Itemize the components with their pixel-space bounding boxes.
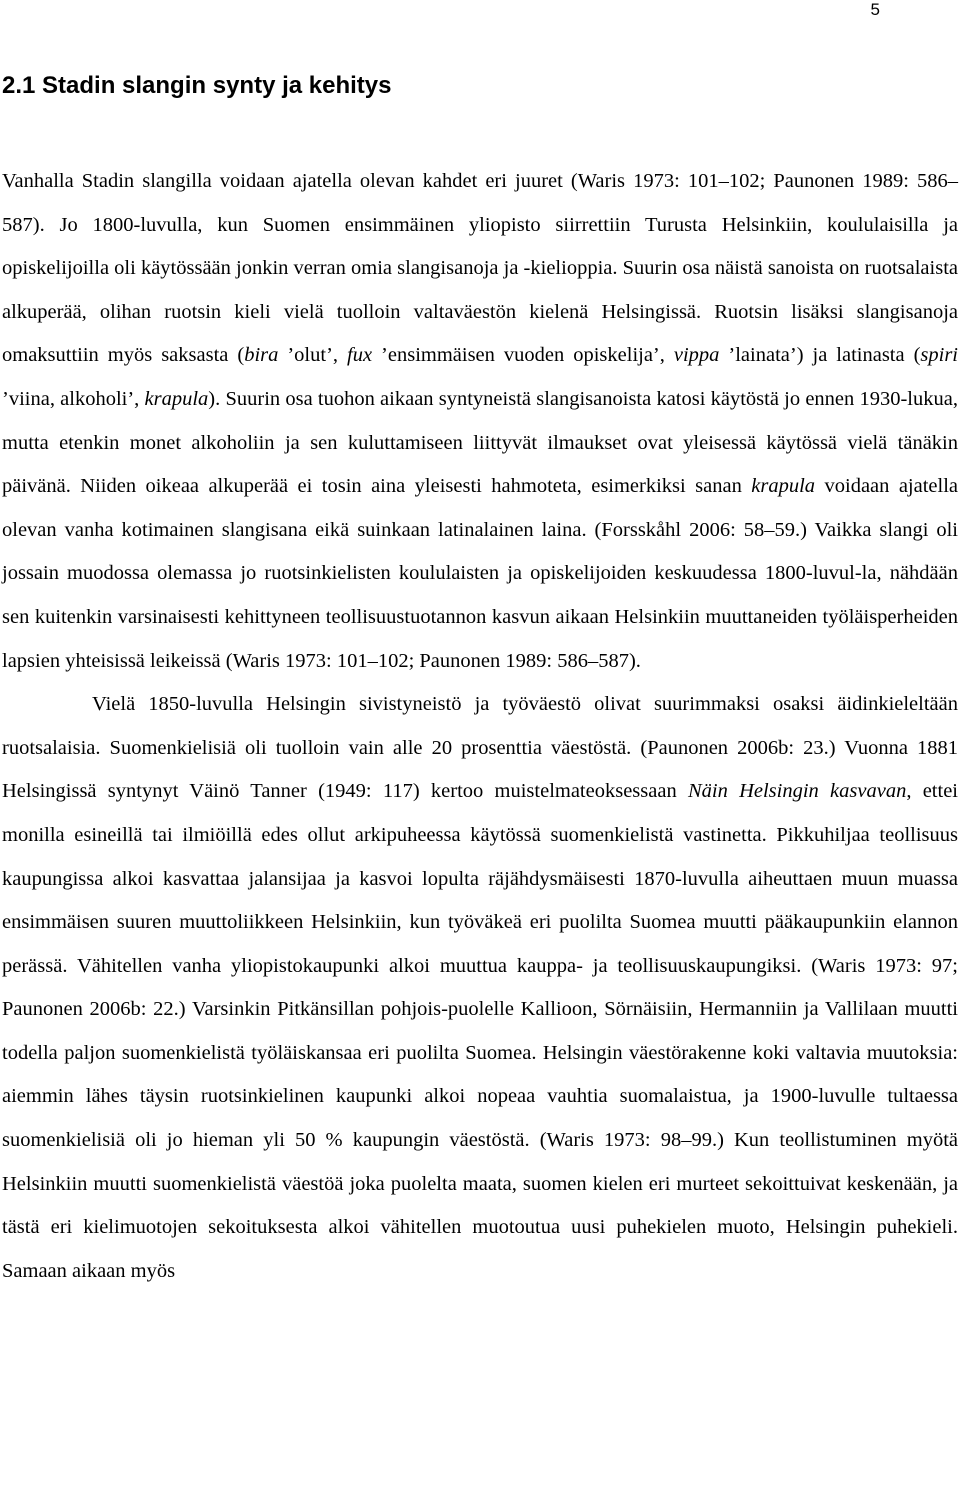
section-heading: 2.1 Stadin slangin synty ja kehitys <box>2 72 392 99</box>
text-run: , ettei monilla esineillä tai ilmiöillä edes ollut arkipuheessa käytössä suomenkielistä vastinetta. Pikkuhiljaa teollisuus kaupungissa alkoi kasvattaa jalansijaa ja kasvoi lopulta räjähdysmäisesti 1870-luvulla aiheuttaen muun muassa ensimmäisen suuren muuttoliikkeen Helsinkiin, kun työväkeä eri puolilta Suomea muutti pääkaupunkiin elannon perässä. Vähitellen vanha yliopistokaupunki alkoi muuttua kauppa- ja teollisuuskaupungiksi. (Waris 1973: 97; Paunonen 2006b: 22.) Varsinkin Pitkänsillan pohjois-puolelle Kallioon, Sörnäisiin, Hermanniin ja Vallilaan muutti todella paljon suomenkielistä työläiskansaa eri puolilta Suomea. Helsingin väestörakenne koki valtavia muutoksia: aiemmin lähes täysin ruotsinkielinen kaupunki alkoi nopeaa vauhtia suomalaistua, ja 1900-luvulle tultaessa suomenkielisiä oli jo hieman yli 50 % kaupungin väestöstä. (Waris 1973: 98–99.) Kun teollistuminen myötä Helsinkiin muutti suomenkielistä väestöä joka puolelta maata, suomen kielen eri murteet sekoittuivat keskenään, ja tästä eri kielimuotojen sekoituksesta alkoi vähitellen muotoutua uusi puhekielen muoto, Helsingin puhekieli. Samaan aikaan myös <box>2 780 958 1282</box>
text-run: ’lainata’) ja latinasta ( <box>719 344 921 367</box>
text-run: ’olut’, <box>278 344 348 367</box>
text-run: voidaan ajatella olevan vanha kotimainen slangisana eikä suinkaan latinalainen laina. (Forsskåhl 2006: 58–59.) Vaikka slangi oli jossain muodossa olemassa jo ruotsinkielisten koululaisten ja opiskelijoiden keskuudessa 1800-luvul-la, nähdään sen kuitenkin varsinaisesti kehittyneen teollisuustuotannon kasvun aikaan Helsinkiin muuttaneiden työläisperheiden lapsien yhteisissä leikeissä (Waris 1973: 101–102; Paunonen 1989: 586–587). <box>2 475 958 672</box>
page-number: 5 <box>870 0 880 19</box>
italic-term: bira <box>244 344 279 367</box>
italic-book-title: Näin Helsingin kasvavan <box>687 780 907 803</box>
text-run: ). Suurin osa tuohon aikaan syntyneistä slangisanoista katosi käytöstä jo ennen 1930-lukua, mutta etenkin monet alkoholiin ja sen kuluttamiseen liittyvät ilmaukset ovat yleisessä käytössä vielä tänäkin päivänä. Niiden oikeaa alkuperää ei tosin aina yleisesti hahmoteta, esimerkiksi sanan <box>2 387 958 498</box>
italic-term: krapula <box>144 387 209 410</box>
italic-term: fux <box>347 344 373 367</box>
text-run: Vielä 1850-luvulla Helsingin sivistyneistö ja työväestö olivat suurimmaksi osaksi äidinkieleltään ruotsalaisia. Suomenkielisiä oli tuolloin vain alle 20 prosenttia väestöstä. (Paunonen 2006b: 23.) Vuonna 1881 Helsingissä syntynyt Väinö Tanner (1949: 117) kertoo muistelmateoksessaan <box>2 693 958 803</box>
text-run: Vanhalla Stadin slangilla voidaan ajatella olevan kahdet eri juuret (Waris 1973: 101–102; Paunonen 1989: 586–587). Jo 1800-luvulla, kun Suomen ensimmäinen yliopisto siirrettiin Turusta Helsinkiin, koululaisilla ja opiskelijoilla oli käytössään jonkin verran omia slangisanoja ja -kielioppia. Suurin osa näistä sanoista on ruotsalaista alkuperää, olihan ruotsin kieli vielä tuolloin valtaväestön kielenä Helsingissä. Ruotsin lisäksi slangisanoja omaksuttiin myös saksasta ( <box>2 170 958 367</box>
paragraph-1 <box>2 160 958 683</box>
italic-term: krapula <box>751 475 816 498</box>
italic-term: spiri <box>920 344 959 367</box>
body-text <box>2 160 958 1293</box>
paragraph-2 <box>2 683 958 1293</box>
text-run: ’viina, alkoholi’, <box>2 387 145 410</box>
text-run: ’ensimmäisen vuoden opiskelija’, <box>372 344 674 367</box>
italic-term: vippa <box>673 344 720 367</box>
